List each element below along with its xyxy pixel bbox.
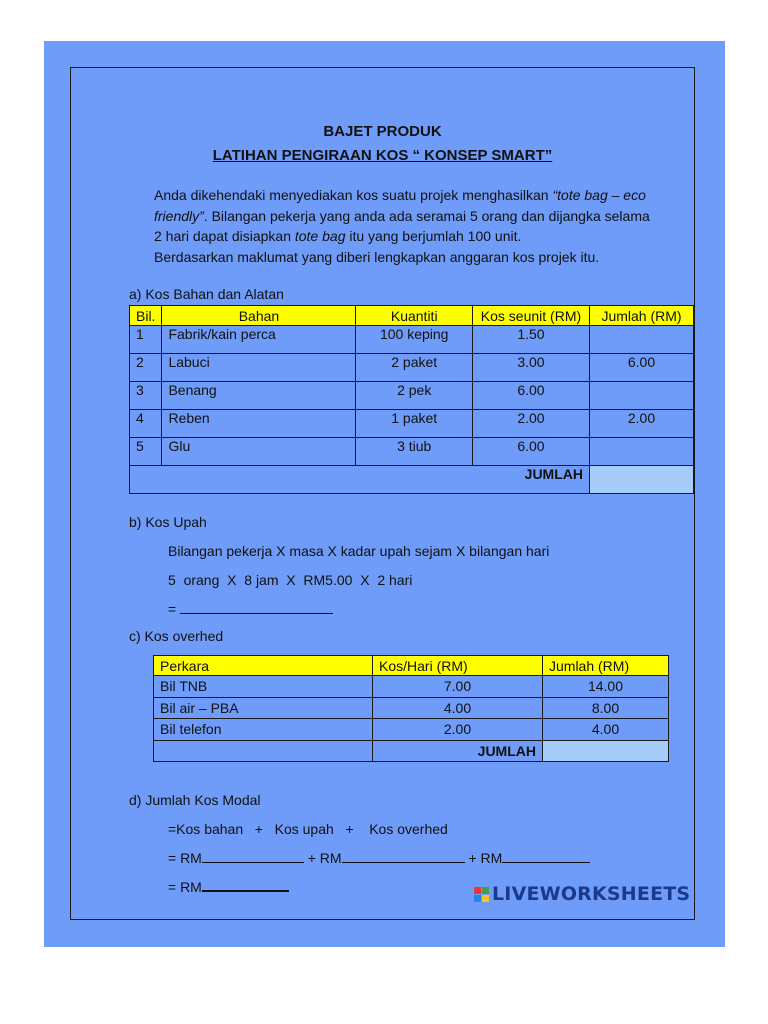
section-b-label: b) Kos Upah [129,514,207,530]
kos-upah-answer-field[interactable] [342,849,465,863]
cell-kos-seunit: 1.50 [472,326,589,354]
cell-kos-seunit: 2.00 [472,410,589,438]
eq-rm: = RM [168,879,202,895]
header-cell: Perkara [154,656,373,676]
intro-text: Anda dikehendaki menyediakan kos suatu projek menghasilkan [154,187,553,203]
intro-italic: “tote bag – eco [552,187,646,203]
cell-kos-hari: 7.00 [373,676,543,698]
cell-jumlah: 2.00 [590,410,694,438]
wage-formula: Bilangan pekerja X masa X kadar upah sejam X bilangan hari [168,543,550,559]
cell-kos-seunit: 3.00 [472,354,589,382]
total-answer-field[interactable] [590,466,694,494]
intro-italic: friendly” [154,207,204,224]
answer-cell-jumlah[interactable] [590,326,694,354]
cell-perkara: Bil air – PBA [154,697,373,719]
cell-bil: 3 [130,382,162,410]
empty-cell [154,740,373,762]
section-c-label: c) Kos overhed [129,628,224,644]
equals-sign: = [168,601,177,617]
table-row [130,438,694,466]
cell-jumlah: 8.00 [543,697,669,719]
eq-rm: = RM [168,850,202,866]
total-row [130,466,694,494]
cell-bil: 2 [130,354,162,382]
table-header-row [154,656,669,676]
answer-cell-jumlah[interactable] [590,382,694,410]
plus-rm: + RM [464,850,503,866]
capital-total-line [168,877,289,895]
overhead-table [153,655,669,762]
cell-kuantiti: 2 paket [356,354,472,382]
worksheet-page [44,41,725,947]
cell-bil: 4 [130,410,162,438]
page-title: BAJET PRODUK [323,123,442,140]
header-cell: Kuantiti [356,306,472,326]
kos-overhed-answer-field[interactable] [502,849,590,863]
wage-result [168,600,333,617]
header-cell: Jumlah (RM) [543,656,669,676]
cell-bahan: Benang [162,382,356,410]
intro-text: itu yang berjumlah 100 unit. [345,228,522,244]
cell-kuantiti: 1 paket [356,410,472,438]
logo-square [482,895,489,902]
wage-calculation: 5 orang X 8 jam X RM5.00 X 2 hari [168,572,413,588]
cell-jumlah: 6.00 [590,354,694,382]
materials-table [129,305,694,494]
cell-kuantiti: 100 keping [356,326,472,354]
worksheet-frame [70,67,695,920]
cell-bil: 5 [130,438,162,466]
table-row [154,697,669,719]
logo-square [474,887,481,894]
logo-text: LIVEWORKSHEETS [492,883,691,905]
total-label: JUMLAH [130,466,590,494]
intro-text: Berdasarkan maklumat yang diberi lengkapkan anggaran kos projek itu. [154,248,600,265]
cell-bil: 1 [130,326,162,354]
header-cell: Bahan [162,306,356,326]
cell-kos-hari: 2.00 [373,719,543,741]
logo-square [474,895,481,902]
kos-bahan-answer-field[interactable] [202,849,304,863]
header-cell: Bil. [130,306,162,326]
total-capital-answer-field[interactable] [202,877,289,892]
section-d-label: d) Jumlah Kos Modal [129,792,261,808]
capital-formula: =Kos bahan + Kos upah + Kos overhed [168,821,448,837]
page-subtitle: LATIHAN PENGIRAAN KOS “ KONSEP SMART” [212,147,553,164]
instructions-paragraph [154,185,674,267]
cell-kuantiti: 2 pek [356,382,472,410]
cell-kuantiti: 3 tiub [356,438,472,466]
cell-kos-hari: 4.00 [373,697,543,719]
table-row [130,354,694,382]
intro-text: . Bilangan pekerja yang anda ada seramai 5 orang dan dijangka selama [203,207,650,224]
table-row [130,382,694,410]
table-row [130,410,694,438]
logo-mark-icon [474,887,489,902]
table-header-row [130,306,694,326]
capital-calc-line [168,849,590,866]
header-cell: Kos seunit (RM) [472,306,589,326]
cell-kos-seunit: 6.00 [472,438,589,466]
cell-perkara: Bil TNB [154,676,373,698]
cell-jumlah: 14.00 [543,676,669,698]
cell-bahan: Reben [162,410,356,438]
header-cell: Jumlah (RM) [590,306,694,326]
cell-bahan: Glu [162,438,356,466]
answer-cell-jumlah[interactable] [590,438,694,466]
cell-jumlah: 4.00 [543,719,669,741]
header-cell: Kos/Hari (RM) [373,656,543,676]
table-row [154,719,669,741]
wage-answer-field[interactable] [180,600,333,614]
intro-italic: tote bag [294,228,346,244]
liveworksheets-logo [474,883,690,905]
section-a-label: a) Kos Bahan dan Alatan [129,286,284,302]
intro-text: 2 hari dapat disiapkan [154,228,295,244]
cell-perkara: Bil telefon [154,719,373,741]
logo-square [482,887,489,894]
table-row [154,676,669,698]
cell-bahan: Fabrik/kain perca [162,326,356,354]
cell-kos-seunit: 6.00 [472,382,589,410]
total-row [154,740,669,762]
cell-bahan: Labuci [162,354,356,382]
table-row [130,326,694,354]
total-answer-field[interactable] [543,740,669,762]
plus-rm: + RM [303,850,342,866]
total-label: JUMLAH [373,740,543,762]
